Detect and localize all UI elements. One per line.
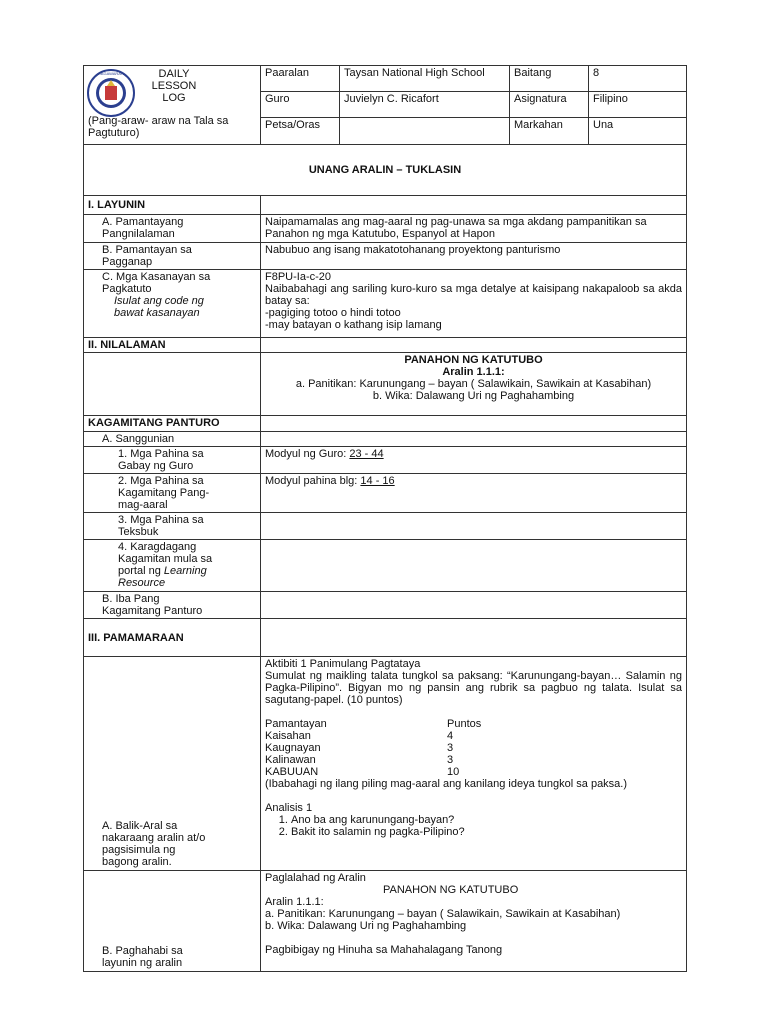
paaralan-label: Paaralan (261, 66, 340, 92)
list-item: 1. Ano ba ang karunungang-bayan? (291, 814, 682, 826)
list-item: 2. Bakit ito salamin ng pagka-Pilipino? (291, 826, 682, 838)
kasanayan-item-1: -pagiging totoo o hindi totoo (265, 307, 401, 319)
criteria-header: Pamantayan Puntos (265, 718, 482, 730)
pamantayan-pagganap-label: B. Pamantayan sa Pagganap (84, 243, 261, 270)
pagbibigay-hinuha: Pagbibigay ng Hinuha sa Mahahalagang Tanong (265, 944, 503, 956)
criteria-row: Kalinawan 3 (265, 754, 454, 766)
pamantayang-pangnilalaman-label: A. Pamantayang Pangnilalaman (84, 215, 261, 243)
kasanayan-label-cell (84, 270, 261, 338)
nilalaman-content (261, 353, 687, 416)
baitang-label: Baitang (510, 66, 589, 92)
mag-aaral-pages: 14 - 16 (360, 475, 395, 487)
svg-text:KAGAWARAN: KAGAWARAN (98, 71, 124, 76)
activity-note: (Ibabahagi ng ilang piling mag-aaral ang kanilang ideya tungkol sa paksa.) (265, 778, 628, 790)
kasanayan-value: Naibabahagi ang sariling kuro-kuro sa mga detalye at kaisipang nakapaloob sa akda batay sa: (265, 283, 682, 307)
analisis-title: Analisis 1 (265, 802, 313, 814)
paghahabi-line-b: b. Wika: Dalawang Uri ng Paghahambing (265, 920, 467, 932)
layunin-heading: I. LAYUNIN (84, 196, 261, 215)
pamantayan-pagganap-value: Nabubuo ang isang makatotohanang proyektong panturismo (261, 243, 687, 270)
paaralan-value: Taysan National High School (340, 66, 510, 92)
criteria-row: Kaisahan 4 (265, 730, 454, 742)
lesson-log-sheet (83, 65, 686, 972)
nilalaman-line-a: a. Panitikan: Karunungang – bayan ( Salawikain, Sawikain at Kasabihan) (295, 378, 652, 390)
kagamitan-heading: KAGAMITANG PANTURO (84, 416, 261, 432)
paghahabi-label: B. Paghahabi sa layunin ng aralin (84, 871, 261, 972)
nilalaman-line-b: b. Wika: Dalawang Uri ng Paghahambing (372, 390, 575, 402)
asignatura-label: Asignatura (510, 91, 589, 117)
nilalaman-aralin: Aralin 1.1.1: (442, 366, 505, 378)
activity-text: Sumulat ng maikling talata tungkol sa paksang: “Karunungang-bayan… Salamin ng Pagka-Pilipino”. Bigyan mo ng pansin ang rubrik sa pagbuo ng talata. Isulat sa sagutang-papel. (10 puntos) (265, 670, 682, 706)
paghahabi-line-a: a. Panitikan: Karunungang – bayan ( Salawikain, Sawikain at Kasabihan) (265, 908, 621, 920)
petsa-label: Petsa/Oras (261, 117, 340, 144)
karagdagang-kagamitan-label: 4. Karagdagang Kagamitan mula sa portal ng Learning Resource (84, 540, 261, 592)
paghahabi-aralin: Aralin 1.1.1: (265, 896, 324, 908)
markahan-label: Markahan (510, 117, 589, 144)
activity-title: Aktibiti 1 Panimulang Pagtataya (265, 658, 421, 670)
sanggunian-label: A. Sanggunian (84, 432, 261, 447)
paghahabi-content (261, 871, 687, 972)
criteria-row: KABUUAN 10 (265, 766, 460, 778)
daily-lesson-log-title: DAILY LESSON LOG (151, 68, 197, 104)
asignatura-value: Filipino (589, 91, 687, 117)
balik-aral-label: A. Balik-Aral sa nakaraang aralin at/o pagsisimula ng bagong aralin. (84, 657, 261, 871)
header-logo-cell (84, 66, 261, 145)
kasanayan-code: F8PU-Ia-c-20 (265, 271, 332, 283)
deped-seal-icon (86, 68, 136, 118)
markahan-value: Una (589, 117, 687, 144)
kagamitang-mag-aaral-value: Modyul pahina blg: 14 - 16 (261, 474, 687, 513)
teksbuk-label: 3. Mga Pahina sa Teksbuk (84, 513, 261, 540)
balik-aral-content (261, 657, 687, 871)
nilalaman-title: PANAHON NG KATUTUBO (404, 354, 543, 366)
kasanayan-value-cell (261, 270, 687, 338)
baitang-value: 8 (589, 66, 687, 92)
iba-pang-kagamitan-label: B. Iba Pang Kagamitang Panturo (84, 592, 261, 619)
guro-value: Juvielyn C. Ricafort (340, 91, 510, 117)
pamantayang-pangnilalaman-value: Naipamamalas ang mag-aaral ng pag-unawa sa mga akdang pampanitikan sa Panahon ng mga Katutubo, Espanyol at Hapon (261, 215, 687, 243)
criteria-row: Kaugnayan 3 (265, 742, 454, 754)
guro-label: Guro (261, 91, 340, 117)
petsa-value (340, 117, 510, 144)
gabay-guro-pages: 23 - 44 (349, 448, 384, 460)
analisis-questions (265, 814, 682, 838)
kasanayan-note: Isulat ang code ng bawat kasanayan (114, 295, 204, 319)
lesson-title: UNANG ARALIN – TUKLASIN (84, 145, 687, 196)
paglalahad-title: Paglalahad ng Aralin (265, 872, 366, 884)
pamamaraan-heading: III. PAMAMARAAN (84, 619, 261, 657)
kasanayan-label: C. Mga Kasanayan sa Pagkatuto (102, 271, 211, 295)
kagamitang-mag-aaral-label: 2. Mga Pahina sa Kagamitang Pang- mag-aaral (84, 474, 261, 513)
gabay-guro-value: Modyul ng Guro: 23 - 44 (261, 447, 687, 474)
daily-lesson-log-subtitle: (Pang-araw- araw na Tala sa Pagtuturo) (88, 115, 229, 139)
paghahabi-panahon-title: PANAHON NG KATUTUBO (383, 884, 519, 896)
lesson-log-table (83, 65, 687, 972)
nilalaman-heading: II. NILALAMAN (84, 338, 261, 353)
kasanayan-item-2: -may batayan o kathang isip lamang (265, 319, 442, 331)
gabay-guro-label: 1. Mga Pahina sa Gabay ng Guro (84, 447, 261, 474)
